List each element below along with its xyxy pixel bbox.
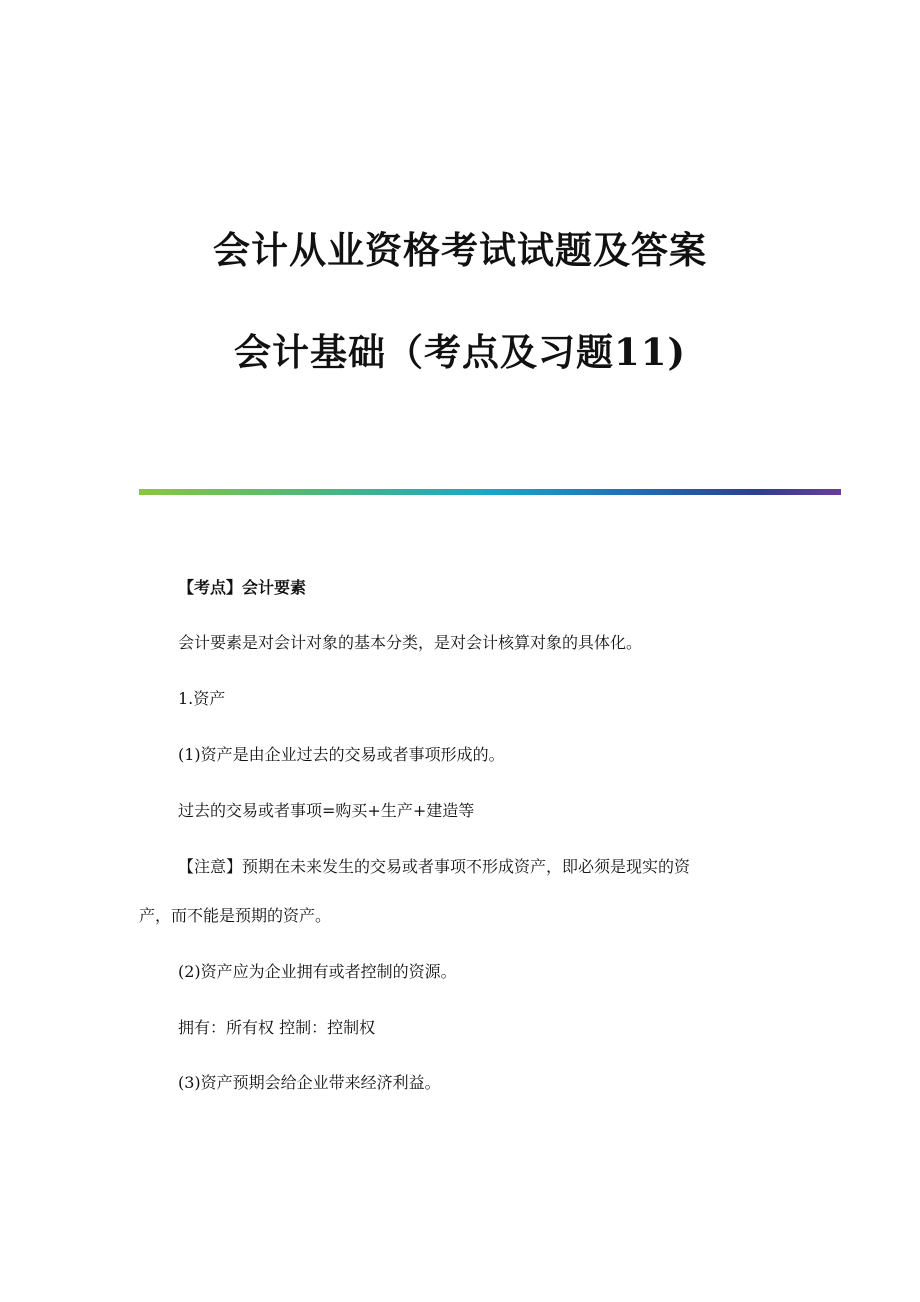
paragraph-point-1: (1)资产是由企业过去的交易或者事项形成的。 [178, 745, 505, 764]
section-heading: 【考点】会计要素 [178, 578, 307, 597]
paragraph-point-2: (2)资产应为企业拥有或者控制的资源。 [178, 962, 457, 981]
paragraph-item-asset: 1.资产 [178, 689, 226, 708]
document-title-line-2: 会计基础（考点及习题11) [234, 330, 686, 374]
paragraph-note-line-1: 【注意】预期在未来发生的交易或者事项不形成资产，即必须是现实的资 [178, 857, 691, 876]
paragraph-definition: 会计要素是对会计对象的基本分类，是对会计核算对象的具体化。 [178, 633, 643, 652]
paragraph-note-line-2: 产，而不能是预期的资产。 [139, 906, 332, 925]
paragraph-ownership: 拥有：所有权 控制：控制权 [178, 1018, 376, 1037]
gradient-divider [139, 489, 841, 495]
paragraph-point-3: (3)资产预期会给企业带来经济利益。 [178, 1073, 441, 1092]
document-title-line-1: 会计从业资格考试试题及答案 [213, 228, 707, 272]
paragraph-formula: 过去的交易或者事项=购买+生产+建造等 [178, 801, 475, 820]
